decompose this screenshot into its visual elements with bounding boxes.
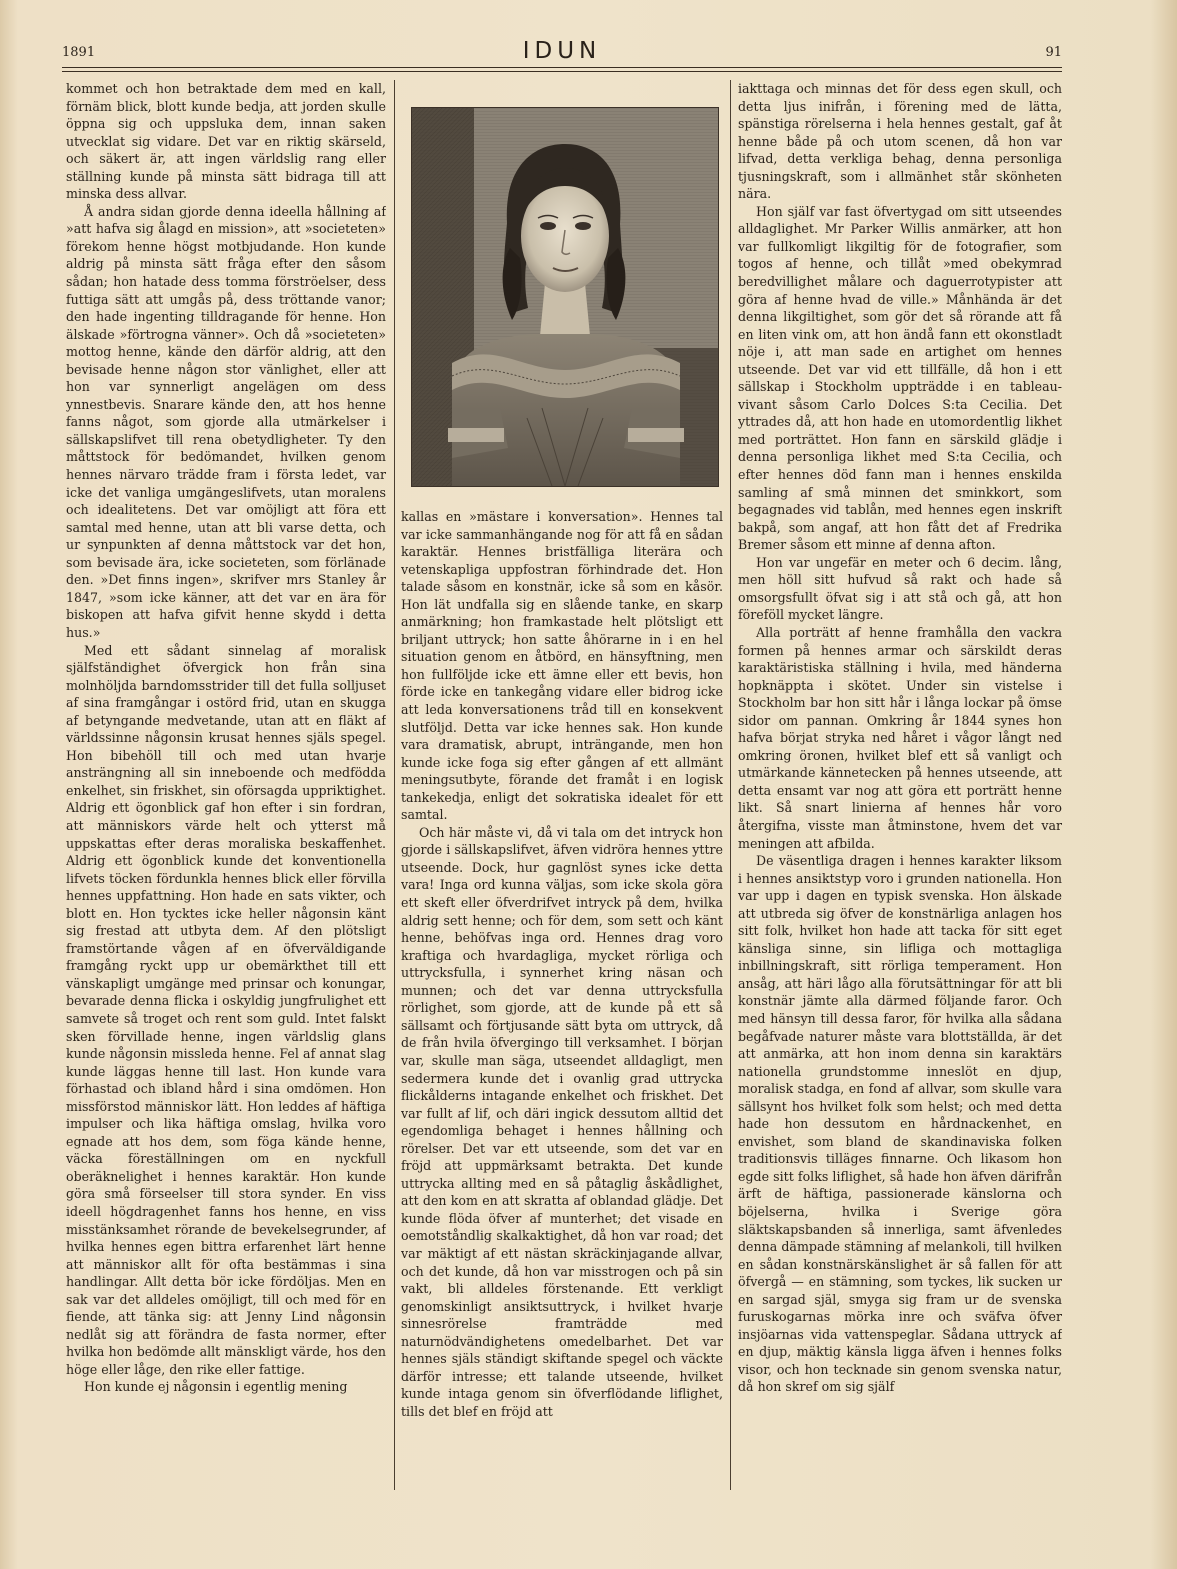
text-column-2: [401, 508, 723, 1495]
header-rule-thin: [62, 71, 1062, 72]
paragraph: Alla porträtt af henne framhålla den vackra formen på hennes armar och särskildt deras karaktäristiska ställning i hvila, med händerna hopknäppta i skötet. Under sin vistelse i Stockholm bar hon sitt hår i långa lockar på ömse sidor om pannan. Omkring år 1844 synes hon hafva börjat stryka ned håret i vågor långt ned omkring öronen, hvilket blef ett så vanligt och utmärkande kännetecken på hennes utseende, att detta ensamt var nog att göra ett porträtt henne likt. Så snart linierna af hennes hår voro återgifna, visste man åtminstone, hvem det var meningen att afbilda.: [738, 624, 1062, 851]
text-column-1: [66, 80, 386, 1495]
paragraph: kommet och hon betraktade dem med en kall, förnäm blick, blott kunde bedja, att jorden skulle öppna sig och uppsluka dem, innan saken utvecklat sig vidare. Det var en riktig skärseld, och säkert är, att ingen världslig rang eller ställning kunde på minsta sätt bidraga till att minska dess allvar.: [66, 81, 386, 202]
masthead-title: IDUN: [522, 38, 602, 64]
paragraph: Hon själf var fast öfvertygad om sitt utseendes alldaglighet. Mr Parker Willis anmärker, att hon var fullkomligt likgiltig för de fotografier, som togos af henne, och tillåt »med obekymrad beredvillighet målare och daguerrotypister att göra af henne hvad de ville.» Månhända är det denna likgiltighet, som gör det så rörande att få en liten vink om, att hon ändå fann ett okonstladt nöje i, att man sade en artighet om hennes utseende. Det var vid ett tillfälle, då hon i ett sällskap i Stockholm uppträdde i en tableau-vivant såsom Carlo Dolces S:ta Cecilia. Det yttrades då, att hon hade en utomordentlig likhet med porträttet. Hon fann en särskild glädje i denna personliga likhet med S:ta Cecilia, och efter hennes död fann man i hennes enskilda samling af små minnen det sminkkort, som begagnades vid tablån, med hennes egen inskrift bakpå, som angaf, att hon fått det af Fredrika Bremer såsom ett minne af denna afton.: [738, 203, 1062, 553]
paragraph: Och här måste vi, då vi tala om det intryck hon gjorde i sällskapslifvet, äfven vidröra hennes yttre utseende. Dock, hur gagnlöst synes icke detta vara! Inga ord kunna väljas, som icke skola göra ett skeft eller öfverdrifvet intryck på dem, hvilka aldrig sett henne; och för dem, som sett och känt henne, behöfvas inga ord. Hennes drag voro kraftiga och hvardagliga, mycket rörliga och uttrycksfulla, i synnerhet kring näsan och munnen; och det var denna uttrycksfulla rörlighet, som gjorde, att de kunde på ett så sällsamt och förtjusande sätt byta om uttryck, då de från hvila öfvergingo till verksamhet. I början var, skulle man säga, utseendet alldagligt, men sedermera kunde det i ovanlig grad uttrycka flickålderns intagande enkelhet och friskhet. Det var fullt af lif, och däri ingick dessutom alltid det egendomliga behaget i hennes hållning och rörelser. Det var ett utseende, som det var en fröjd att uppmärksamt betrakta. Det kunde uttrycka allting med en så påtaglig åskådlighet, att den kom en att skratta af oblandad glädje. Det kunde flöda öfver af munterhet; det visade en oemotståndlig skalkaktighet, då hon var road; det var mäktigt af ett nästan skräckinjagande allvar, och det kunde, då hon var misstrogen och på sin vakt, bli alldeles förstenande. Ett verkligt genomskinligt ansiktsuttryck, i hvilket hvarje sinnesrörelse framträdde med naturnödvändighetens omedelbarhet. Det var hennes själs ständigt skiftande spegel och väckte därför intresse; ett talande utseende, hvilket kunde intaga genom sin öfverflödande liflighet, tills det blef en fröjd att: [401, 824, 723, 1419]
header-year: 1891: [62, 45, 96, 60]
paragraph: Hon var ungefär en meter och 6 decim. lång, men höll sitt hufvud så rakt och hade så omsorgsfullt öfvat sig i att stå och gå, att hon föreföll mycket längre.: [738, 554, 1062, 623]
paragraph: Hon kunde ej någonsin i egentlig mening: [84, 1379, 348, 1395]
portrait-engraving: [411, 107, 719, 487]
column-divider: [394, 80, 395, 1490]
header-rule: [62, 67, 1062, 68]
paragraph: kallas en »mästare i konversation». Hennes tal var icke sammanhängande nog för att få en sådan karaktär. Hennes bristfälliga literära och vetenskapliga uppfostran förhindrade det. Hon talade såsom en konstnär, icke så som en kåsör. Hon lät undfalla sig en slående tanke, en skarp anmärkning; hon framkastade helt plötsligt ett briljant uttryck; hon satte åhörarne in i en hel situation genom en åtbörd, en hänsyftning, men hon fullföljde icke ett ämne eller ett bevis, hon förde icke en tankegång vidare eller bidrog icke att leda konversationens tråd till en konsekvent slutföljd. Detta var icke hennes sak. Hon kunde vara dramatisk, abrupt, inträngande, men hon kunde icke foga sig efter gången af ett allmänt meningsutbyte, förande det framåt i en logisk tankekedja, enligt det sokratiska idealet för ett samtal.: [401, 509, 723, 823]
paragraph: Å andra sidan gjorde denna ideella hållning af »att hafva sig ålagd en mission», att »societeten» förekom henne högst motbjudande. Hon kunde aldrig på minsta sätt fråga efter den såsom sådan; hon hatade dess tomma förströelser, dess futtiga sätt att umgås på, dess tröttande vanor; den hade ingenting tilldragande för henne. Hon älskade »förtrogna vänner». Och då »societeten» mottog henne, kände den därför aldrig, att den bevisade henne någon stor vänlighet, eller att hon var synnerligt angelägen om dess ynnestbevis. Snarare kände den, att hos henne fanns något, som gjorde alla utmärkelser i sällskapslifvet till rena obetydligheter. Ty den måttstock för bedömandet, hvilken genom hennes närvaro trädde fram i första ledet, var icke det vanliga umgängeslifvets, utan moralens och idealitetens. Det var omöjligt att föra ett samtal med henne, utan att bli varse detta, och ur synpunkten af denna måttstock var det hon, som bevisade ära, icke societeten, som förlänade den. »Det finns ingen», skrifver mrs Stanley år 1847, »som icke känner, att det var en ära för biskopen att hafva gifvit henne skydd i detta hus.»: [66, 203, 386, 640]
paragraph: De väsentliga dragen i hennes karakter liksom i hennes ansiktstyp voro i grunden nationella. Hon var upp i dagen en typisk svenska. Hon älskade att utbreda sig öfver de konstnärliga anlagen hos sitt folk, hvilket hon hade att tacka för sitt eget känsliga sinne, sin lifliga och mottagliga inbillningskraft, sitt rörliga temperament. Hon ansåg, att häri lågo alla förutsättningar för att bli konstnär jämte alla därmed följande faror. Och med hänsyn till dessa faror, för hvilka alla sådana begåfvade naturer måste vara blottställda, är det att anmärka, att hon inom denna sin karaktärs nationella grundstomme inneslöt en djup, moralisk stadga, en fond af allvar, som skulle vara sällsynt hos hvilket folk som helst; och med detta hade hon dessutom en hårdnackenhet, en envishet, som bland de skandinaviska folken traditionsvis tilläges finnarne. Och likasom hon egde sitt folks liflighet, så hade hon äfven därifrån ärft de häftiga, passionerade känslorna och böjelserna, hvilka i Sverige göra släktskapsbanden så innerliga, samt äfvenledes denna dämpade stämning af melankoli, till hvilken en sådan konstnärskänslighet är så fallen för att öfvergå — en stämning, som tyckes, lik sucken ur en sargad själ, smyga sig fram ur de svenska furuskogarnas mörka inre och sväfva öfver insjöarnas vida vattenspeglar. Sådana uttryck af en djup, mäktig känsla ligga äfven i hennes folks visor, och hon tecknade sin genom svenska natur, då hon skref om sig själf: [738, 853, 1062, 1395]
paragraph: iakttaga och minnas det för dess egen skull, och detta ljus inifrån, i förening med de lätta, spänstiga rörelserna i hela hennes gestalt, gaf åt henne både på och utom scenen, då hon var lifvad, detta verkliga behag, denna personliga tjusningskraft, som i allmänhet står skönheten nära.: [738, 81, 1062, 202]
column-divider: [730, 80, 731, 1490]
page-number: 91: [1045, 45, 1062, 60]
paragraph: Med ett sådant sinnelag af moralisk själfständighet öfvergick hon från sina molnhöljda barndomsstrider till det fulla solljuset af sina framgångar i ostörd frid, utan en skugga af betyngande medvetande, utan att en fläkt af världssinne någonsin krusat hennes själs spegel. Hon bibehöll till och med utan hvarje ansträngning all sin inneboende och medfödda enkelhet, sin friskhet, sin oförsagda uppriktighet. Aldrig ett ögonblick gaf hon efter i sin fordran, att människors värde helt och ytterst må uppskattas efter deras moraliska beskaffenhet. Aldrig ett ögonblick kunde det konventionella lifvets töcken fördunkla hennes blick eller förvilla hennes uppfattning. Hon hade en sats vikter, och blott en. Hon tycktes icke heller någonsin känt sig frestad att utbyta dem. Af den plötsligt framstörtande vågen af en öfverväldigande framgång ryckt upp ur obemärkthet till ett vänskapligt umgänge med prinsar och konungar, bevarade denna flicka i oskyldig jungfrulighet ett samvete så troget och rent som guld. Intet falskt sken förvillade henne, ingen världslig glans kunde någonsin missleda henne. Fel af annat slag kunde läggas henne till last. Hon kunde vara förhastad och ibland hård i sina omdömen. Hon missförstod människor lätt. Hon leddes af häftiga impulser och lika häftiga omslag, hvilka voro egnade att hos dem, som föga kände henne, väcka föreställningen om en nyckfull oberäknelighet i hennes karaktär. Hon kunde göra små förseelser till stora synder. En viss ideell högdragenhet fanns hos henne, en viss misstänksamhet rörande de bevekelsegrunder, af hvilka hennes egen bittra erfarenhet lärt henne att människor allt för ofta bestämmas i sina handlingar. Allt detta bör icke fördöljas. Men en sak var det alldeles omöjligt, till och med för en fiende, att tänka sig: att Jenny Lind någonsin nedlåt sig att förändra de fasta normer, efter hvilka hon bedömde allt mänskligt värde, hos den höge eller låge, den rike eller fattige.: [66, 642, 386, 1377]
text-column-3: [738, 80, 1062, 1495]
page-header: [62, 40, 1062, 66]
portrait-illustration: [412, 108, 718, 486]
